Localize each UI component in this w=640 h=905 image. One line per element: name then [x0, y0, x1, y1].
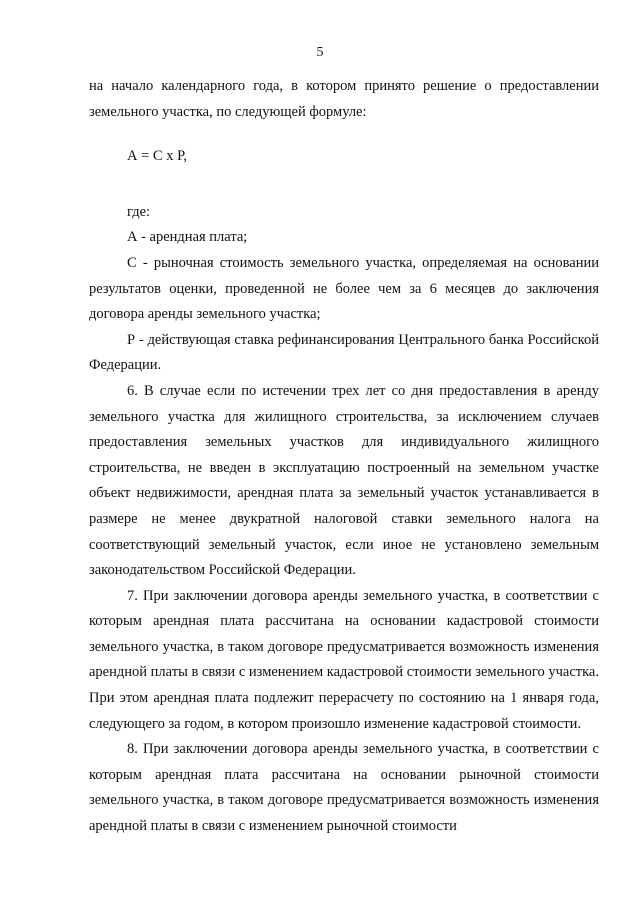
- definition-p: Р - действующая ставка рефинансирования Центрального банка Российской Федерации.: [89, 331, 599, 374]
- document-body: [89, 74, 599, 840]
- where-label: где:: [127, 203, 151, 220]
- paragraph-8: 8. При заключении договора аренды земельного участка, в соответствии с которым арендная плата рассчитана на основании рыночной стоимости земельного участка, в таком договоре предусматривается возможность изменения арендной платы в связи с изменением рыночной стоимости: [89, 741, 599, 835]
- definition-a: А - арендная плата;: [127, 229, 248, 246]
- paragraph-6: 6. В случае если по истечении трех лет со дня предоставления в аренду земельного участка для жилищного строительства, за исключением случаев предоставления земельных участков для индивидуального жилищного строительства, не введен в эксплуатацию построенный на земельном участке объект недвижимости, арендная плата за земельный участок устанавливается в размере не менее двукратной налоговой ставки земельного налога на соответствующий земельный участок, если иное не установлено земельным законодательством Российской Федерации.: [89, 382, 599, 579]
- intro-paragraph: на начало календарного года, в котором принято решение о предоставлении земельного участка, по следующей формуле:: [89, 78, 599, 120]
- page-number: 5: [316, 45, 324, 60]
- paragraph-7: 7. При заключении договора аренды земельного участка, в соответствии с которым арендная плата рассчитана на основании кадастровой стоимости земельного участка, в таком договоре предусматривается возможность изменения арендной платы в связи с изменением кадастровой стоимости земельного участка. При этом арендная плата подлежит перерасчету по состоянию на 1 января года, следующего за годом, в котором произошло изменение кадастровой стоимости.: [89, 587, 599, 732]
- definition-c: С - рыночная стоимость земельного участка, определяемая на основании результатов оценки, проведенной не более чем за 6 месяцев до заключения договора аренды земельного участка;: [89, 254, 599, 323]
- formula: А = С x Р,: [127, 148, 187, 165]
